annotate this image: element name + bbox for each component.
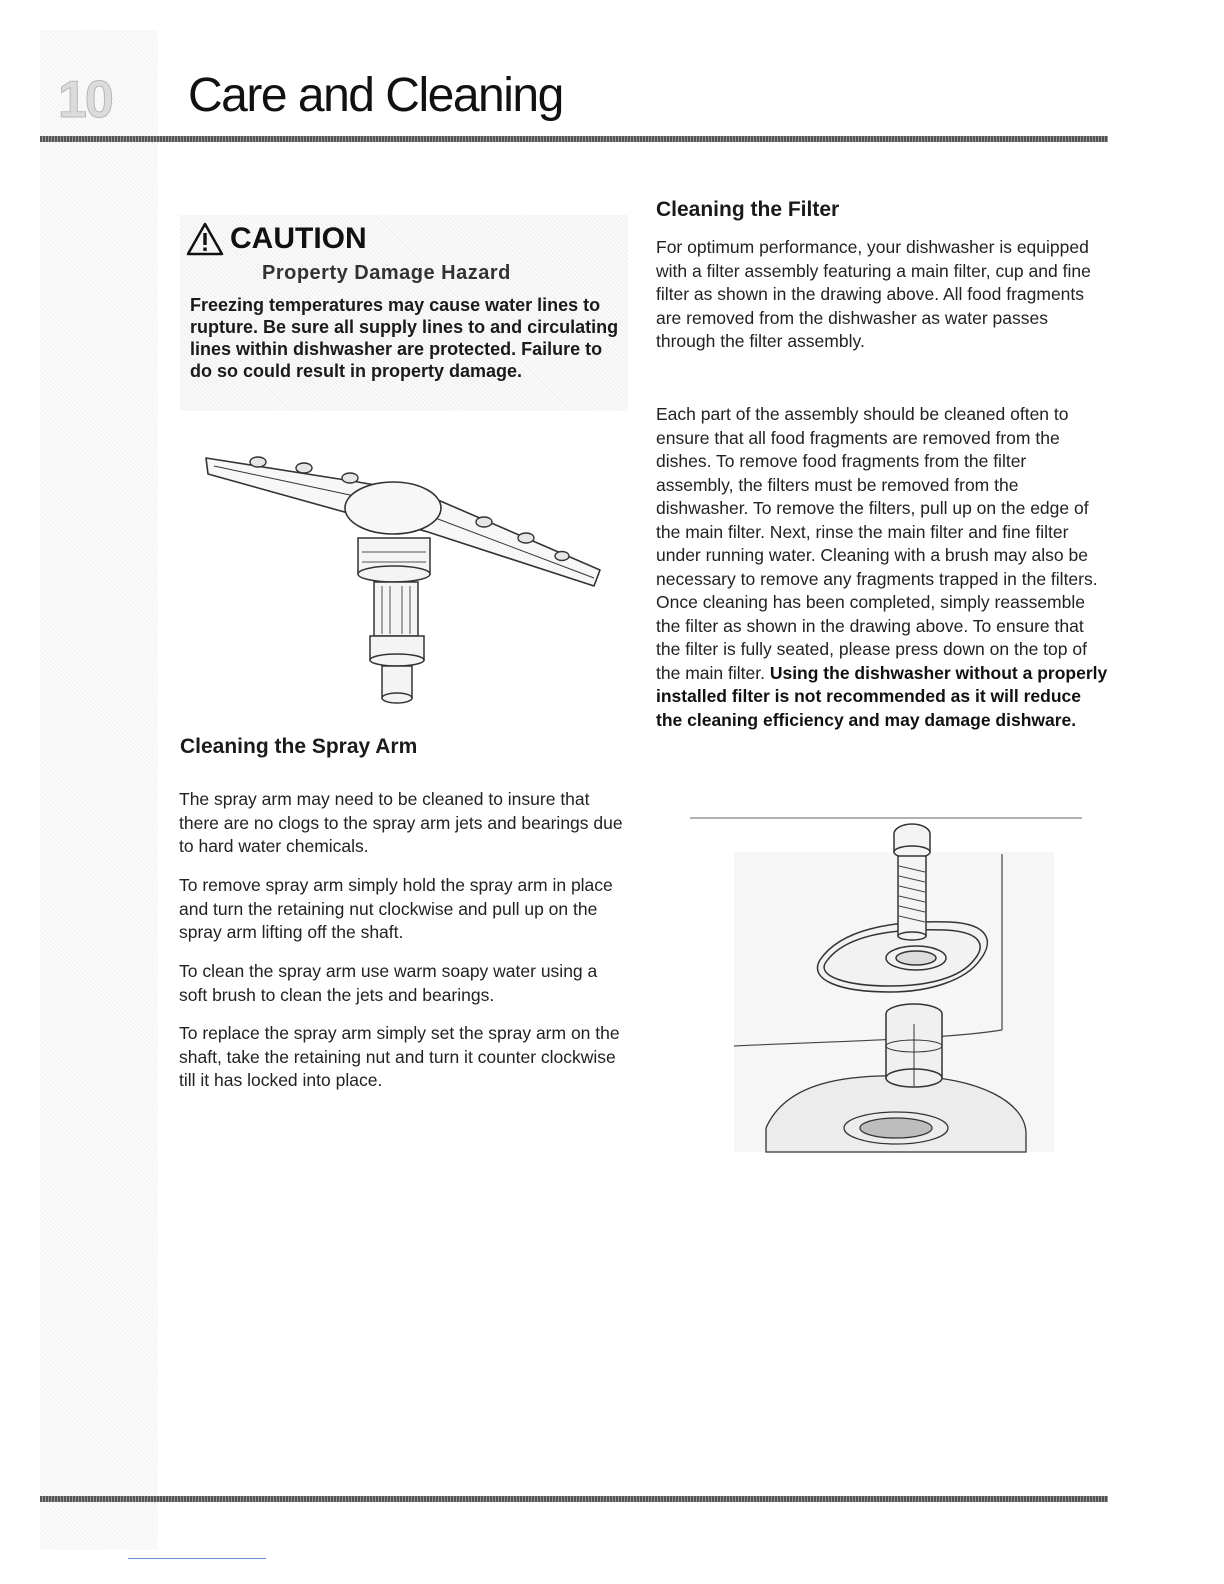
filter-assembly-illustration — [690, 810, 1082, 1155]
sidebar-pattern — [40, 30, 158, 1550]
top-divider — [40, 136, 1108, 142]
hazard-title: Property Damage Hazard — [262, 262, 511, 284]
filter-paragraph-2 — [656, 403, 1108, 732]
filter-heading: Cleaning the Filter — [656, 198, 840, 221]
spray-arm-paragraph-1: The spray arm may need to be cleaned to insure that there are no clogs to the spray arm jets and bearings due to hard water chemicals. — [179, 789, 623, 856]
spray-arm-illustration — [198, 446, 608, 716]
caution-label: CAUTION — [230, 222, 367, 255]
link-underline — [128, 1558, 266, 1559]
spray-arm-paragraph-4: To replace the spray arm simply set the spray arm on the shaft, take the retaining nut and turn it counter clockwise till it has locked into place. — [179, 1023, 620, 1090]
page-title: Care and Cleaning — [188, 69, 563, 122]
page-number: 10 — [58, 71, 112, 129]
caution-text: Freezing temperatures may cause water lines to rupture. Be sure all supply lines to and circulating lines within dishwasher are protected. Failure to do so could result in property damage. — [190, 295, 619, 381]
spray-arm-heading: Cleaning the Spray Arm — [180, 735, 418, 758]
warning-triangle-icon — [186, 222, 224, 256]
spray-arm-paragraph-3: To clean the spray arm use warm soapy water using a soft brush to clean the jets and bearings. — [179, 961, 598, 1005]
filter-warning-text: Using the dishwasher without a properly installed filter is not recommended as it will reduce the cleaning efficiency and may damage dishware. — [656, 662, 1108, 730]
filter-paragraph-1: For optimum performance, your dishwasher is equipped with a filter assembly featuring a main filter, cup and fine filter as shown in the drawing above. All food fragments are removed from the dishwasher as water passes through the filter assembly. — [656, 237, 1091, 351]
caution-header — [186, 222, 367, 256]
filter-paragraph-2-text: Each part of the assembly should be cleaned often to ensure that all food fragments are removed from the dishes. To remove food fragments from the filter assembly, the filters must be removed from the dishwasher. To remove the filters, pull up on the edge of the main filter. Next, rinse the main filter and fine filter under running water. Cleaning with a brush may also be necessary to remove any fragments trapped in the filters. Once cleaning has been completed, simply reassemble the filter as shown in the drawing above. To ensure that the filter is fully seated, please press down on the top of the main filter. — [656, 404, 1098, 683]
spray-arm-paragraph-2: To remove spray arm simply hold the spray arm in place and turn the retaining nut clockwise and pull up on the spray arm lifting off the shaft. — [179, 875, 613, 942]
bottom-divider — [40, 1496, 1108, 1502]
